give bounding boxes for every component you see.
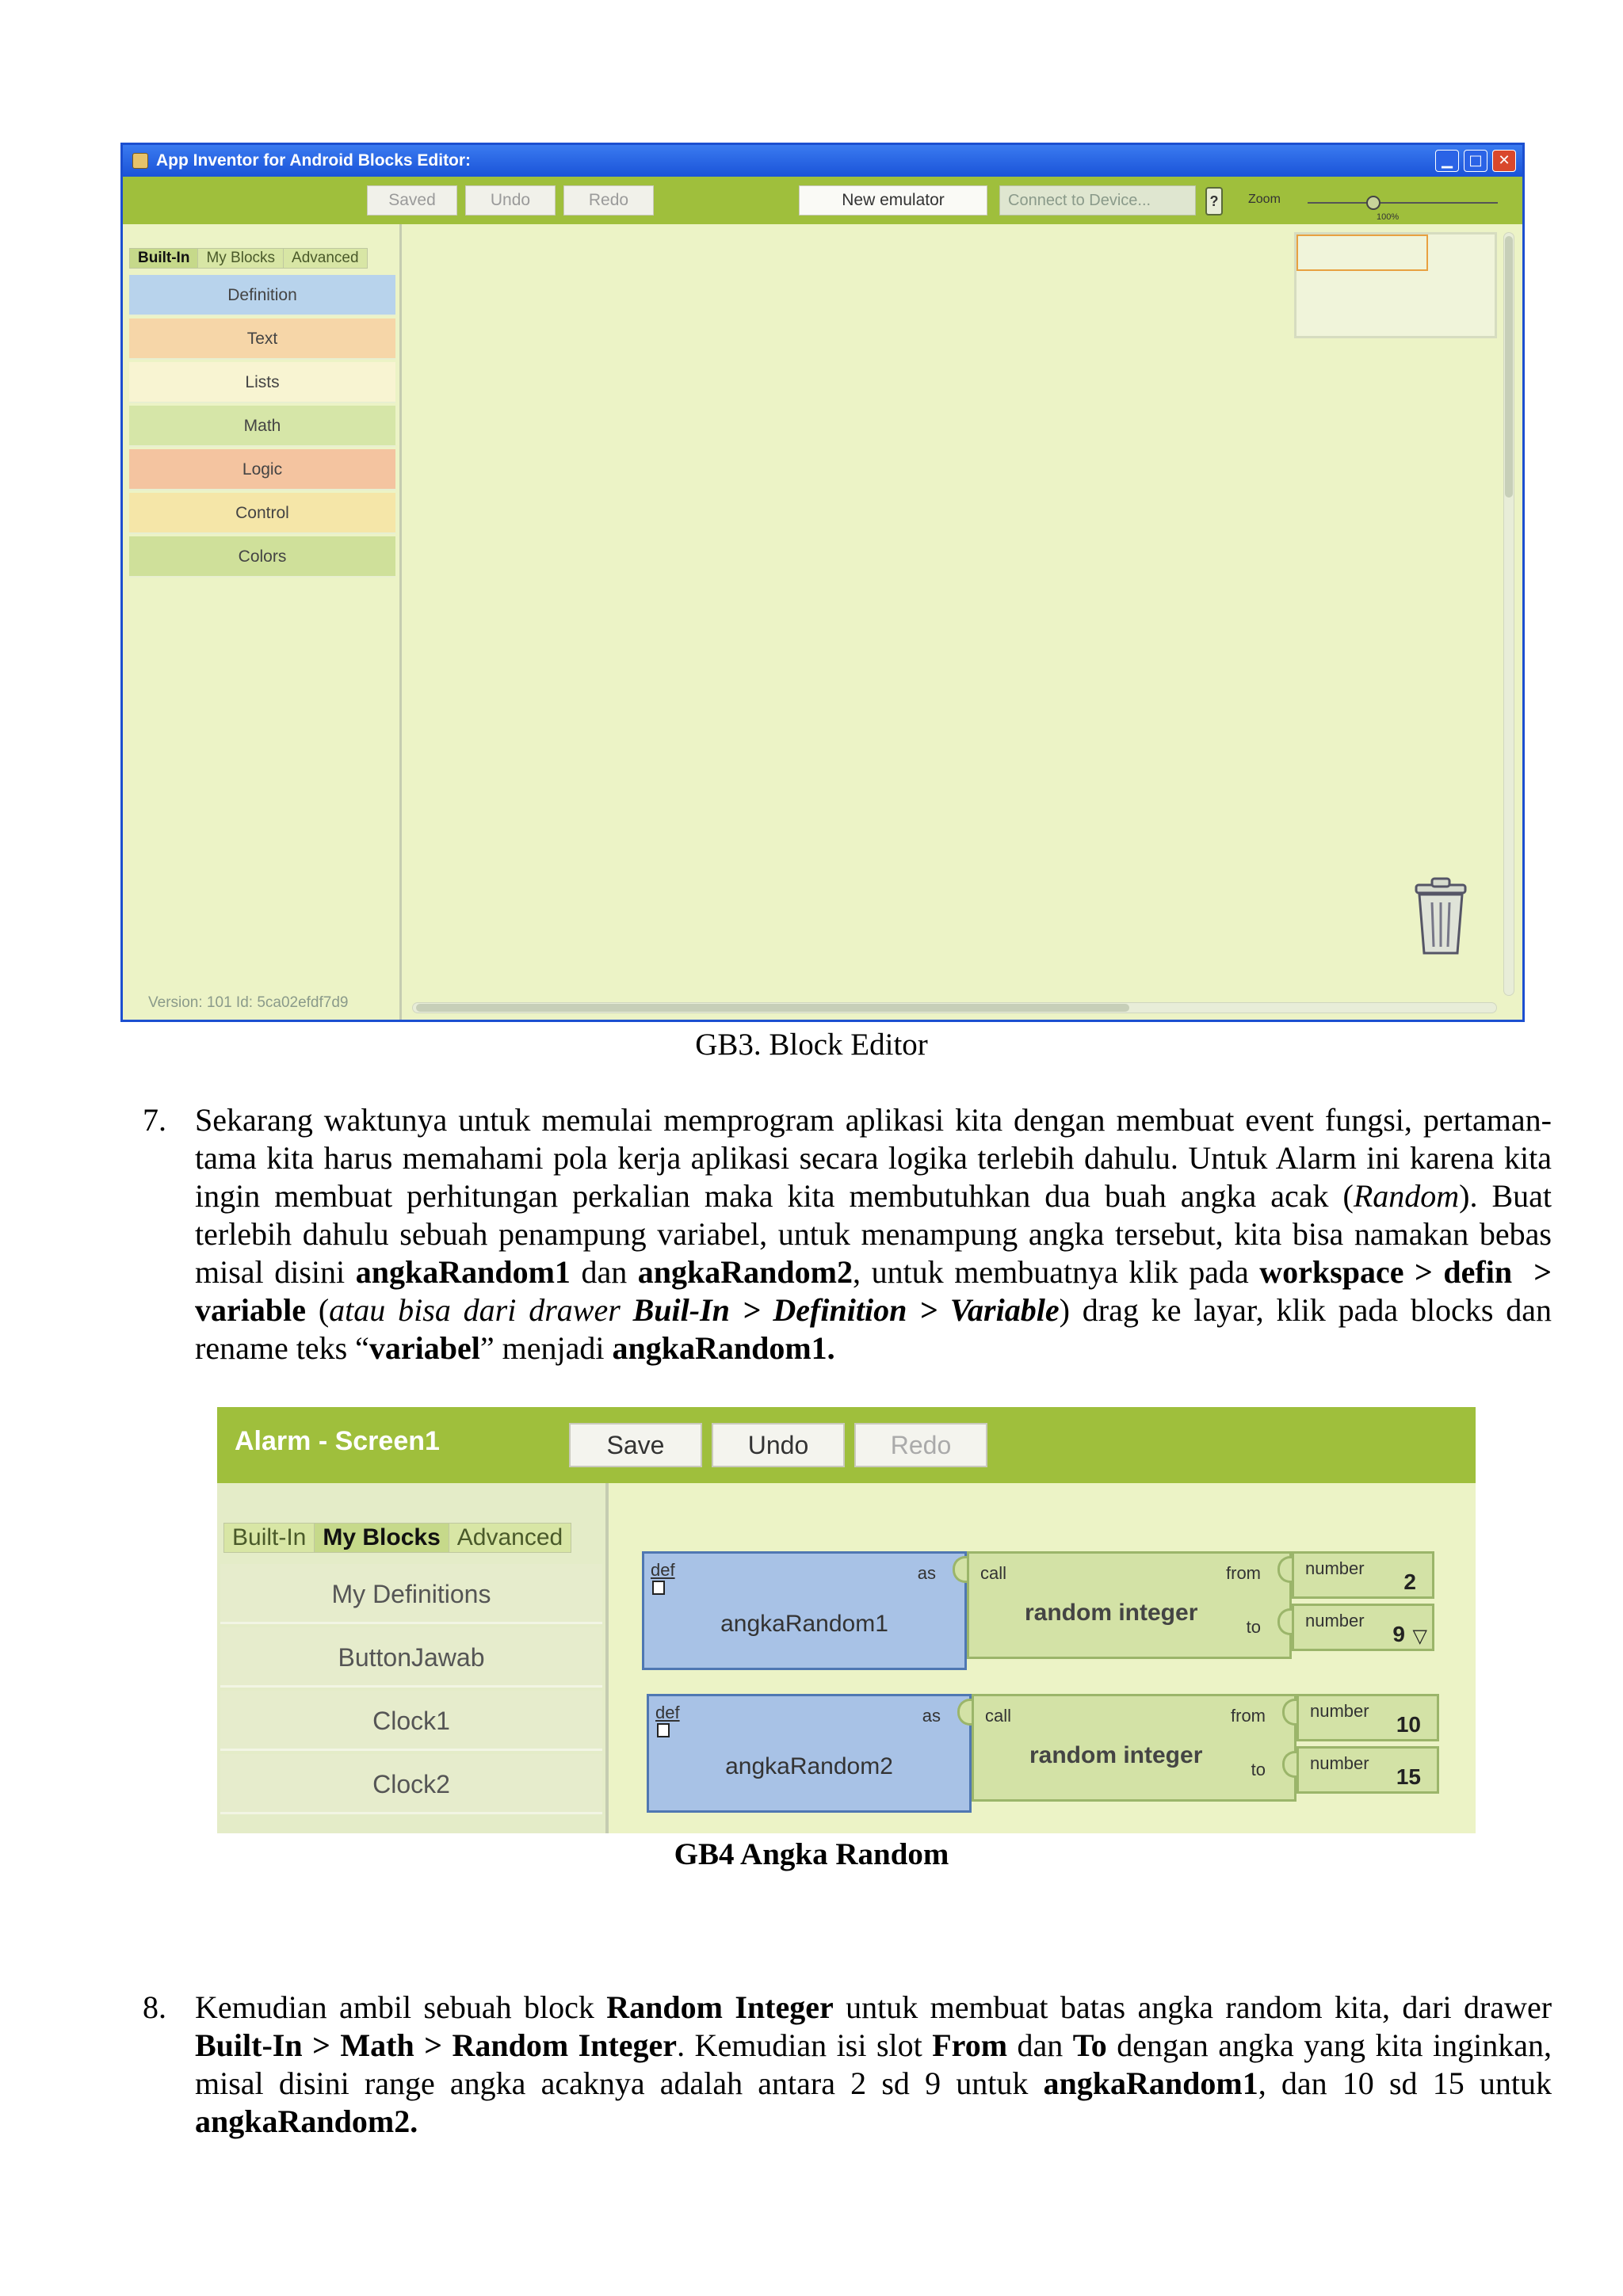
drawer-definition[interactable]: Definition xyxy=(129,275,395,316)
number-label: number xyxy=(1305,1611,1365,1630)
call-name: random integer xyxy=(1029,1742,1203,1768)
call-label: call xyxy=(985,1706,1012,1726)
version-label: Version: 101 Id: 5ca02efdf7d9 xyxy=(148,994,349,1011)
drawer-text[interactable]: Text xyxy=(129,318,395,360)
drawer-item[interactable]: Clock2 xyxy=(220,1754,602,1814)
number-block-to[interactable] xyxy=(1292,1604,1434,1651)
tab-my-blocks[interactable]: My Blocks xyxy=(198,249,284,268)
call-label: call xyxy=(980,1563,1007,1583)
window-title: App Inventor for Android Blocks Editor: xyxy=(156,151,472,170)
help-icon[interactable]: ? xyxy=(1205,187,1223,215)
drawer-item[interactable]: My Definitions xyxy=(220,1564,602,1624)
redo-button[interactable]: Redo xyxy=(854,1423,987,1467)
zoom-percent: 100% xyxy=(1377,212,1400,222)
figure2-caption: GB4 Angka Random xyxy=(674,1837,949,1871)
trash-icon[interactable] xyxy=(1410,877,1472,956)
blocks-editor-window xyxy=(120,143,1525,1022)
app-title: Alarm - Screen1 xyxy=(235,1426,440,1456)
maximize-icon[interactable]: □ xyxy=(1464,150,1487,172)
vertical-scroll-thumb[interactable] xyxy=(1505,236,1513,498)
as-label: as xyxy=(922,1706,941,1726)
horizontal-scrollbar[interactable] xyxy=(412,1002,1497,1013)
redo-button[interactable]: Redo xyxy=(563,185,654,215)
drawer-lists[interactable]: Lists xyxy=(129,362,395,403)
item-8-text: Kemudian ambil sebuah block Random Integer untuk membuat batas angka random kita, dari drawer Built-In > Math > Random Integer. Kemudian isi slot From dan To dengan angka yang kita inginkan, misal disini range angka acaknya adalah antara 2 sd 9 untuk angkaRandom1, dan 10 sd 15 untuk angkaRandom2. xyxy=(195,1989,1552,2139)
app-icon xyxy=(132,153,148,169)
zoom-slider-knob[interactable] xyxy=(1366,196,1381,210)
drawer-math[interactable]: Math xyxy=(129,406,395,447)
drawer-item[interactable]: ButtonJawab xyxy=(220,1627,602,1688)
random-integer-block[interactable] xyxy=(967,1551,1292,1659)
undo-button[interactable]: Undo xyxy=(465,185,556,215)
call-name: random integer xyxy=(1025,1600,1198,1626)
connect-device-dropdown[interactable]: Connect to Device... xyxy=(999,185,1196,215)
save-button[interactable]: Save xyxy=(569,1423,702,1467)
palette-tabs xyxy=(223,1523,571,1553)
tab-built-in[interactable]: Built-In xyxy=(130,249,198,268)
blocks-workspace[interactable] xyxy=(404,224,1522,1020)
def-block[interactable] xyxy=(647,1694,972,1813)
as-label: as xyxy=(917,1563,936,1583)
number-value[interactable]: 10 xyxy=(1396,1712,1421,1737)
random-integer-block[interactable] xyxy=(972,1694,1296,1802)
to-label: to xyxy=(1246,1617,1261,1637)
zoom-label: Zoom xyxy=(1248,193,1281,206)
new-emulator-button[interactable]: New emulator xyxy=(799,185,987,215)
variable-name[interactable]: angkaRandom2 xyxy=(725,1753,893,1779)
item-7-text: Sekarang waktunya untuk memulai memprogram aplikasi kita dengan membuat event fungsi, pertaman-tama kita harus memahami pola kerja aplikasi secara logika terlebih dahulu. Untuk Alarm ini karena kita ingin membuat perhitungan perkalian maka kita membutuhkan dua buah angka acak (Random). Buat terlebih dahulu sebuah penampung variabel, untuk menampung angka tersebut, kita bisa namakan bebas misal disini angkaRandom1 dan angkaRandom2, untuk membuatnya klik pada workspace > defin > variable (atau bisa dari drawer Buil-In > Definition > Variable) drag ke layar, klik pada blocks dan rename teks “variabel” menjadi angkaRandom1. xyxy=(195,1102,1552,1366)
palette-panel xyxy=(217,1483,609,1833)
workspace-minimap[interactable] xyxy=(1294,232,1497,338)
undo-button[interactable]: Undo xyxy=(712,1423,845,1467)
drawer-control[interactable]: Control xyxy=(129,493,395,534)
minimize-icon[interactable]: ▁ xyxy=(1435,150,1459,172)
from-label: from xyxy=(1226,1563,1261,1583)
figure1-caption: GB3. Block Editor xyxy=(695,1028,928,1062)
tab-advanced[interactable]: Advanced xyxy=(284,249,367,268)
dropdown-triangle-icon[interactable]: ▽ xyxy=(1412,1625,1427,1647)
saved-button[interactable]: Saved xyxy=(367,185,457,215)
to-label: to xyxy=(1251,1760,1266,1779)
number-block-to[interactable] xyxy=(1296,1746,1439,1794)
drawer-logic[interactable]: Logic xyxy=(129,449,395,490)
number-block-from[interactable] xyxy=(1292,1551,1434,1599)
toolbar xyxy=(123,177,1522,224)
palette-tabs xyxy=(129,248,368,269)
vertical-scrollbar[interactable] xyxy=(1503,232,1514,996)
item-number: 7. xyxy=(143,1102,166,1138)
def-label: def xyxy=(655,1703,680,1722)
palette-panel xyxy=(123,224,402,1020)
tab-advanced[interactable]: Advanced xyxy=(449,1524,571,1552)
horizontal-scroll-thumb[interactable] xyxy=(416,1004,1129,1012)
minimap-viewport[interactable] xyxy=(1296,235,1428,271)
zoom-slider[interactable] xyxy=(1308,202,1498,204)
item-number: 8. xyxy=(143,1989,166,2025)
def-label: def xyxy=(651,1560,675,1580)
app-header xyxy=(217,1407,1476,1483)
number-block-from[interactable] xyxy=(1296,1694,1439,1741)
number-label: number xyxy=(1310,1701,1369,1721)
tab-built-in[interactable]: Built-In xyxy=(224,1524,315,1552)
close-icon[interactable]: ✕ xyxy=(1492,150,1516,172)
blocks-screenshot xyxy=(217,1407,1476,1833)
variable-name[interactable]: angkaRandom1 xyxy=(720,1611,888,1637)
drawer-item[interactable]: Clock1 xyxy=(220,1691,602,1751)
drawer-colors[interactable]: Colors xyxy=(129,536,395,578)
number-value[interactable]: 15 xyxy=(1396,1764,1421,1789)
number-value[interactable]: 9 xyxy=(1392,1622,1405,1646)
def-block[interactable] xyxy=(642,1551,967,1670)
number-value[interactable]: 2 xyxy=(1403,1569,1416,1594)
window-titlebar[interactable] xyxy=(123,145,1522,177)
number-label: number xyxy=(1310,1753,1369,1773)
tab-my-blocks[interactable]: My Blocks xyxy=(315,1524,449,1552)
collapse-checkbox[interactable] xyxy=(657,1723,670,1737)
number-label: number xyxy=(1305,1558,1365,1578)
from-label: from xyxy=(1231,1706,1266,1726)
collapse-checkbox[interactable] xyxy=(652,1581,665,1595)
